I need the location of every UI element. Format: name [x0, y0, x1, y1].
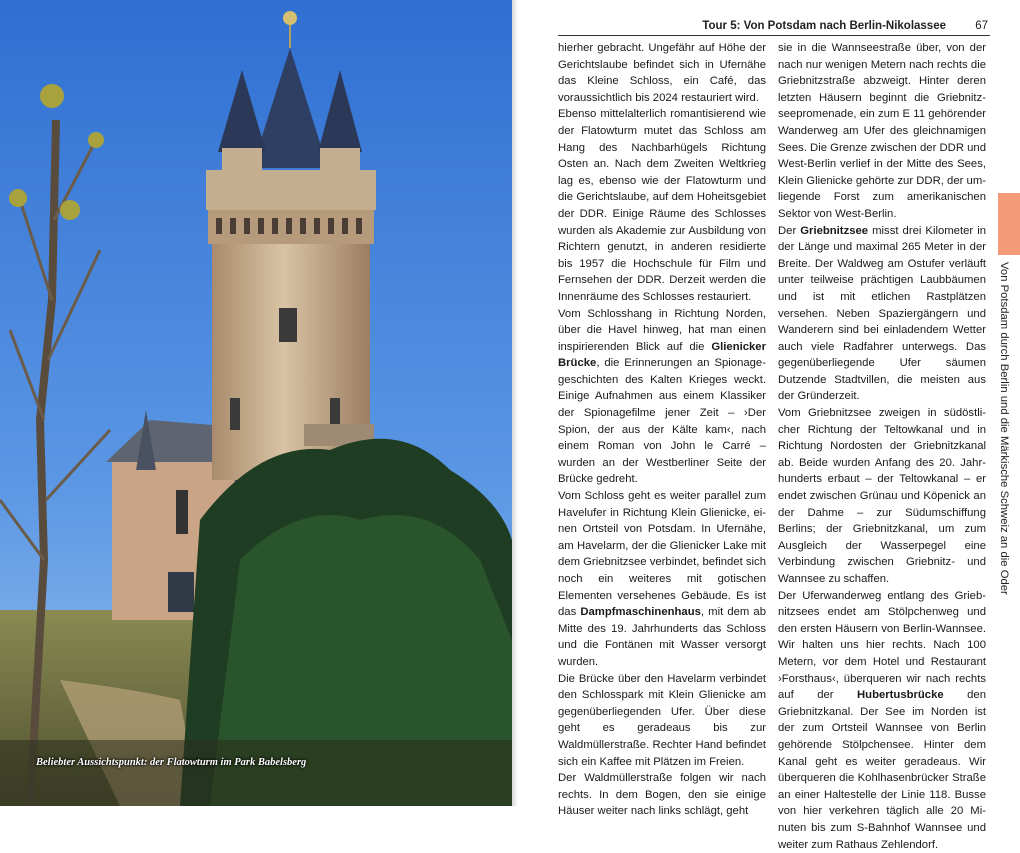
term-glienicker-bruecke: Glienicker Brücke: [558, 340, 766, 370]
paragraph: Die Brücke über den Havelarm verbindet den Schlosspark mit Klein Glienicke am gegenüberliegenden Ufer. Über diese geht es geradeaus bis zur Waldmüllerstraße. Rechter Hand befindet sich ein Kaffee mit Plätzen im Freien.: [558, 672, 766, 768]
term-hubertusbruecke: Hubertusbrücke: [857, 689, 944, 702]
term-dampfmaschinenhaus: Dampfmaschinenhaus: [580, 606, 701, 619]
page-number: 67: [975, 20, 988, 32]
flatowturm-illustration: [0, 0, 512, 806]
text-column-right: [778, 40, 986, 853]
paragraph: Der Griebnitzsee misst drei Kilometer in der Länge und maximal 265 Meter in der Breite. Der Waldweg am Ostufer verläuft unter teilweise prächtigen Laubbäumen und ist mit etlichen Rastplätzen versehen. Neben Spaziergängern und Wanderern sind bei einladendem Wetter auch viele Radfahrer unterwegs. Das gegenüberliegende Ufer säumen Dutzende Stadtvillen, die meisten aus der Gründerzeit.: [778, 224, 986, 403]
chapter-tab: [998, 193, 1020, 255]
tower-photo: [0, 0, 512, 806]
paragraph: hierher gebracht. Ungefähr auf Höhe der Gerichtslaube befindet sich in Ufernähe das Kleine Schloss, ein Café, das voraussichtlich bis 2024 restauriert wird.: [558, 42, 766, 104]
paragraph: Ebenso mittelalterlich romantisierend wie der Flatowturm mutet das Schloss am Hang des Nachbarhügels Richtung Osten an. Nach dem Zweiten Weltkrieg lag es, ebenso wie der Flatowturm und die Gerichtslaube, auf dem Hoheitsgebiet der DDR. Einige Räume des Schlosses wurden als Akademie zur Ausbildung von Richtern genutzt, in anderen residierte bis 1957 die Hochschule für Film und Fernsehen der DDR. Derzeit werden die Innenräume des Schlosses restauriert.: [558, 108, 766, 303]
page-gutter: [512, 0, 518, 806]
paragraph: Der Waldmüllerstraße folgen wir nach rechts. In dem Bogen, den sie einige Häuser weiter nach links schlägt, geht: [558, 772, 766, 818]
photo-caption: Beliebter Aussichtspunkt: der Flatowturm im Park Babelsberg: [36, 757, 307, 768]
paragraph: Vom Griebnitzsee zweigen in südöstlicher Richtung der Teltowkanal und in Richtung Nordosten der Griebnitzkanal ab. Beide wurden Anfang des 20. Jahrhunderts erbaut – der Teltowkanal – er endet zwischen Grünau und Köpenick an der Dahme – zur Südumschiffung Berlins; der Griebnitzkanal, um zum Ausgleich der Wasserpegel eine Verbindung zwischen Griebnitz- und Wannsee zu schaffen.: [778, 407, 986, 585]
term-griebnitzsee: Griebnitzsee: [800, 224, 869, 237]
header-rule: [558, 35, 990, 36]
paragraph: Vom Schlosshang in Richtung Norden, über die Havel hinweg, hat man einen inspirierenden Blick auf die Glienicker Brücke, die Erinnerungen an Spionagegeschichten des Kalten Krieges weckt. Einige Aufnahmen aus einem Klassiker der Spionagefilme jener Zeit – ›Der Spion, der aus der Kälte kam‹, nach einem Roman von John le Carré – wurden an der Westberliner Seite der Brücke gedreht.: [558, 307, 766, 486]
tour-title: Tour 5: Von Potsdam nach Berlin-Nikolassee: [702, 20, 946, 32]
paragraph: Vom Schloss geht es weiter parallel zum Havelufer in Richtung Klein Glienicke, einen Ortsteil von Potsdam. In Ufernähe, am Havelarm, der die Glienicker Lake mit dem Griebnitzsee verbindet, befindet sich noch ein weiteres mit gotischen Elementen versehenes Gebäude. Es ist das Dampfmaschinenhaus, mit dem ab Mitte des 19. Jahrhunderts das Schloss und die Fontänen mit Wasser versorgt wurden.: [558, 490, 766, 668]
paragraph: Der Uferwanderweg entlang des Griebnitzsees endet am Stölpchenweg und den ersten Häusern von Berlin-Wannsee. Wir halten uns hier rechts. Nach 100 Metern, vor dem Hotel und Restaurant ›Forsthaus‹, überqueren wir nach rechts auf der Hubertusbrücke den Griebnitzkanal. Der See im Norden ist der zum Ortsteil Wannsee von Berlin gehörende Stölpchensee. Hinter dem Kanal geht es weiter geradeaus. Wir überqueren die Kohlhasenbrücker Straße an einer Haltestelle der Linie 118. Busse von hier verkehren täglich alle 20 Minuten bis zum S-Bahnhof Wannsee und weiter zum Rathaus Zehlendorf.: [778, 589, 986, 851]
text-column-left: [558, 40, 766, 820]
paragraph: sie in die Wannseestraße über, von der nach nur wenigen Metern nach rechts die Griebnitzstraße abzweigt. Hinter deren letzten Häusern beginnt die Griebnitzseepromenade, ein zum E 11 gehörender Wanderweg am Ufer des gleichnamigen Sees. Die Grenze zwischen der DDR und West-Berlin verlief in der Mitte des Sees, Klein Glienicke gehörte zur DDR, der umliegende Forst zum amerikanischen Sektor von West-Berlin.: [778, 42, 986, 220]
running-header: [558, 18, 990, 36]
chapter-side-label: Von Potsdam durch Berlin und die Märkische Schweiz an die Oder: [998, 262, 1010, 595]
